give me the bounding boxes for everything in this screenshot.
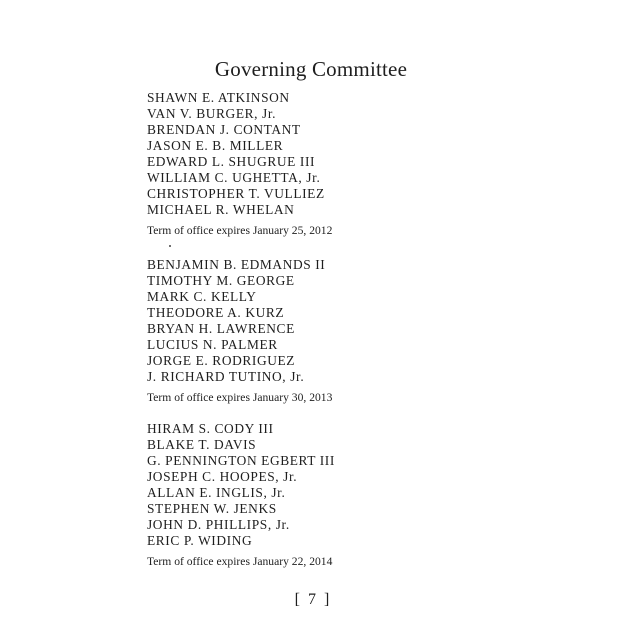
page-number: [ 7 ] — [294, 591, 332, 608]
committee-group-2013 — [147, 257, 567, 405]
member-name: THEODORE A. KURZ — [147, 305, 285, 320]
member-name: TIMOTHY M. GEORGE — [147, 273, 295, 288]
member-name: BLAKE T. DAVIS — [147, 437, 257, 452]
term-expiry-note: Term of office expires January 25, 2012 — [147, 224, 333, 237]
member-name: MICHAEL R. WHELAN — [147, 202, 295, 217]
term-expiry-note: Term of office expires January 22, 2014 — [147, 555, 333, 568]
member-name: ALLAN E. INGLIS, Jr. — [147, 485, 286, 500]
member-name: EDWARD L. SHUGRUE III — [147, 154, 316, 169]
member-name: VAN V. BURGER, Jr. — [147, 106, 277, 121]
member-name: LUCIUS N. PALMER — [147, 337, 278, 352]
member-name: STEPHEN W. JENKS — [147, 501, 277, 516]
member-name: JOHN D. PHILLIPS, Jr. — [147, 517, 290, 532]
member-name: BRENDAN J. CONTANT — [147, 122, 301, 137]
member-name: CHRISTOPHER T. VULLIEZ — [147, 186, 325, 201]
member-name: BENJAMIN B. EDMANDS II — [147, 257, 326, 272]
member-name: WILLIAM C. UGHETTA, Jr. — [147, 170, 321, 185]
stray-mark — [169, 245, 171, 247]
member-name: BRYAN H. LAWRENCE — [147, 321, 295, 336]
member-name: HIRAM S. CODY III — [147, 421, 274, 436]
committee-group-2012 — [147, 90, 567, 238]
member-name: J. RICHARD TUTINO, Jr. — [147, 369, 305, 384]
member-name: ERIC P. WIDING — [147, 533, 253, 548]
member-name: MARK C. KELLY — [147, 289, 257, 304]
member-name: SHAWN E. ATKINSON — [147, 90, 290, 105]
member-name: JOSEPH C. HOOPES, Jr. — [147, 469, 298, 484]
committee-group-2014 — [147, 421, 567, 569]
page-title: Governing Committee — [214, 57, 408, 81]
term-expiry-note: Term of office expires January 30, 2013 — [147, 391, 333, 404]
member-name: G. PENNINGTON EGBERT III — [147, 453, 335, 468]
member-name: JORGE E. RODRIGUEZ — [147, 353, 296, 368]
member-name: JASON E. B. MILLER — [147, 138, 284, 153]
